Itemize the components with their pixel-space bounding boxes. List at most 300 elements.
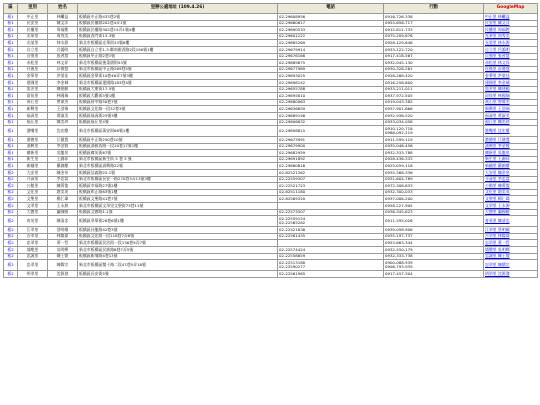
address-cell: 板橋區自立里1-3 鄰南雅西路2段190號1樓 [78, 46, 278, 53]
table-row [4, 112, 538, 119]
header-name: 姓名 [48, 4, 78, 14]
phone-cell: 02-22561965 [278, 271, 384, 278]
phone-cell: 02-22559154 02-22565282 [278, 216, 384, 227]
googlemap-link[interactable]: 赤松里 林文祥 [484, 60, 538, 67]
googlemap-link[interactable]: 福壽里 黃淑美 [484, 112, 538, 119]
phone-cell: 02-82511180 [278, 189, 384, 196]
table-row [4, 86, 538, 93]
table-row [4, 40, 538, 47]
address-cell: 新北市板橋區長安一路270巷3弄13號3樓 [78, 176, 278, 183]
district-cell[interactable]: 板1 [4, 73, 18, 80]
phone-cell: 02-29695810 [278, 93, 384, 100]
mobile-cell: 0916-258-600 [384, 79, 484, 86]
googlemap-link[interactable]: 文化里 趙美英 [484, 189, 538, 196]
village-cell: 忠翠里 [18, 260, 48, 271]
address-cell: 板橋區金華街10巷46弄7號3樓 [78, 73, 278, 80]
address-cell: 板橋區福丘里4號 [78, 119, 278, 126]
village-cell: 自強里 [18, 53, 48, 60]
phone-cell: 02-29655788 [278, 86, 384, 93]
mobile-cell: 0931-604-789 [384, 176, 484, 183]
district-cell[interactable]: 板1 [4, 137, 18, 144]
district-cell[interactable]: 板1 [4, 14, 18, 21]
village-cell: 新興里 [18, 106, 48, 113]
googlemap-link[interactable]: 新翻里 羅錦慶 [484, 163, 538, 170]
table-body [4, 14, 538, 278]
mobile-cell: 0939-058-906 [384, 227, 484, 234]
village-cell: 留侯里 [18, 93, 48, 100]
address-cell: 板橋區大觀街5號1樓 [78, 93, 278, 100]
googlemap-link[interactable]: 留侯里 林國瑞 [484, 93, 538, 100]
table-row [4, 176, 538, 183]
address-cell: 板橋區民權路302巷15弄1號4樓 [78, 27, 278, 34]
district-cell[interactable]: 板2 [4, 240, 18, 247]
mobile-cell: 0919-043-385 [384, 99, 484, 106]
mobile-cell: 0925-059-118 [384, 163, 484, 170]
googlemap-link[interactable]: 文翠里 王永源 [484, 203, 538, 210]
village-cell: 大安里 [18, 170, 48, 177]
phone-cell: 02-22573307 [278, 209, 384, 216]
mobile-cell: 0932-045-130 [384, 60, 484, 67]
chief-name-cell: 莊譽慧 [48, 66, 78, 73]
table-row [4, 143, 538, 150]
mobile-cell: 0953-663-344 [384, 240, 484, 247]
googlemap-link[interactable]: 福丘里 陳美珍 [484, 119, 538, 126]
chief-name-cell: 沈源發 [48, 271, 78, 278]
district-cell[interactable]: 板1 [4, 156, 18, 163]
address-cell: 板橋區湳雅西路一段10巷17號1樓 [78, 143, 278, 150]
phone-cell: 02-29608956 [278, 14, 384, 21]
header-mobile: 行動 [384, 4, 484, 14]
village-cell: 新生里 [18, 156, 48, 163]
mobile-cell: 0928-288-420 [384, 73, 484, 80]
table-row [4, 233, 538, 240]
googlemap-link[interactable]: 民權里 周福鏗 [484, 27, 538, 34]
village-cell: 民權里 [18, 27, 48, 34]
address-cell: 新北市板橋區新生街 5 巷 3 號 [78, 156, 278, 163]
table-row [4, 20, 538, 27]
googlemap-link[interactable]: 黃石里 曾偉杰 [484, 99, 538, 106]
address-cell: 新北市板橋區民族路6巷7弄5號 [78, 247, 278, 254]
address-cell: 新北市板橋區民治街一段136巷9弄7號 [78, 240, 278, 247]
mobile-cell: 0972-308-833 [384, 183, 484, 190]
chief-name-cell: 蔡明耀 [48, 227, 78, 234]
address-cell: 板橋區幸福路27號2樓 [78, 183, 278, 190]
chief-name-cell: 周秀美 [48, 33, 78, 40]
phone-cell [278, 240, 384, 247]
village-cell: 文翠里 [18, 203, 48, 210]
district-cell[interactable]: 板1 [4, 143, 18, 150]
village-cell: 文化里 [18, 189, 48, 196]
district-cell[interactable]: 板1 [4, 163, 18, 170]
address-cell: 板橋區福壽街25號3樓 [78, 112, 278, 119]
village-cell: 明翠里 [18, 271, 48, 278]
table-row [4, 99, 538, 106]
chief-name-cell: 楊仁瑋 [48, 196, 78, 203]
table-row [4, 106, 538, 113]
address-cell: 新北市板橋區湳興路22號 [78, 163, 278, 170]
chief-name-cell: 陳文洋 [48, 20, 78, 27]
googlemap-link[interactable]: 社後里 莊譽慧 [484, 66, 538, 73]
village-cell: 江翠里 [18, 227, 48, 234]
chief-name-cell: 洪榮佳 [48, 73, 78, 80]
village-chief-table [3, 3, 538, 278]
table-row [4, 119, 538, 126]
address-cell: 板橋區中正路2巷1號 [78, 53, 278, 60]
village-cell: 廣新里 [18, 150, 48, 157]
district-cell[interactable]: 板1 [4, 99, 18, 106]
phone-cell: 02-29680816 [278, 163, 384, 170]
phone-cell: 02-82569320 [278, 196, 384, 203]
village-cell: 福丘里 [18, 119, 48, 126]
header-district: 區 [4, 4, 18, 14]
district-cell[interactable]: 板1 [4, 86, 18, 93]
chief-name-cell: 陳黃俊 [48, 183, 78, 190]
chief-name-cell: 陳金泉 [48, 170, 78, 177]
village-cell: 忠翠里 [18, 240, 48, 247]
mobile-cell: 0935-046-456 [384, 143, 484, 150]
googlemap-link[interactable]: 港德里 江健寬 [484, 137, 538, 144]
district-cell[interactable]: 板2 [4, 183, 18, 190]
table-row [4, 183, 538, 190]
chief-name-cell: 陳儒宗 [48, 260, 78, 271]
district-cell[interactable]: 板2 [4, 253, 18, 260]
chief-name-cell: 林水源 [48, 40, 78, 47]
address-cell: 板橋區文德路1-1號 [78, 209, 278, 216]
phone-cell: 02-29689146 [278, 112, 384, 119]
phone-cell: 02-82521362 [278, 170, 384, 177]
googlemap-link[interactable]: 忠誠里 陳王豐 [484, 253, 538, 260]
mobile-cell: 0933-122-720 [384, 46, 484, 53]
district-cell[interactable]: 板1 [4, 79, 18, 86]
village-cell: 港德里 [18, 137, 48, 144]
table-row [4, 156, 538, 163]
village-cell: 福壽里 [18, 112, 48, 119]
googlemap-link[interactable]: 埔墘里 吳明輝 [484, 247, 538, 254]
district-cell[interactable]: 板2 [4, 271, 18, 278]
chief-name-cell: 趙美英 [48, 189, 78, 196]
phone-cell: 02-29636659 [278, 106, 384, 113]
table-row [4, 66, 538, 73]
mobile-cell: 0937-901-666 [384, 106, 484, 113]
phone-cell: 02-22521723 [278, 183, 384, 190]
chief-name-cell: 吳明輝 [48, 247, 78, 254]
mobile-cell: 0928-436-333 [384, 156, 484, 163]
village-cell: 社後里 [18, 66, 48, 73]
district-cell[interactable]: 板2 [4, 203, 18, 210]
address-cell: 新北市板橋區中正路269巷5號 [78, 66, 278, 73]
address-cell: 板橋區中正路250巷10號 [78, 137, 278, 144]
phone-cell: 02-22513188 02-22590277 [278, 260, 384, 271]
village-cell: 埔墘里 [18, 247, 48, 254]
village-cell: 港嘴里 [18, 126, 48, 137]
phone-cell: 02-29691892 [278, 156, 384, 163]
chief-name-cell: 陳建勳 [48, 86, 78, 93]
header-phone: 電話 [278, 4, 384, 14]
googlemap-link[interactable]: 中正里 林繼益 [484, 14, 538, 21]
mobile-cell: 0928-129-648 [384, 40, 484, 47]
chief-name-cell: 曾偉杰 [48, 99, 78, 106]
mobile-cell: 0932-300-033 [384, 189, 484, 196]
chief-name-cell: 王永源 [48, 203, 78, 210]
table-row [4, 46, 538, 53]
mobile-cell: 0933-034-058 [384, 119, 484, 126]
village-cell: 光榮里 [18, 40, 48, 47]
village-cell: 金華里 [18, 73, 48, 80]
mobile-cell: 0917-418-567 [384, 53, 484, 60]
table-row [4, 253, 538, 260]
district-cell[interactable]: 板2 [4, 260, 18, 271]
googlemap-link[interactable]: 流芳里 陳建勳 [484, 86, 538, 93]
chief-name-cell: 李金賢 [48, 143, 78, 150]
chief-name-cell: 張習慧 [48, 53, 78, 60]
chief-name-cell: 林繼益 [48, 14, 78, 21]
header-village: 里別 [18, 4, 48, 14]
table-row [4, 271, 538, 278]
mobile-cell: 0932-333-788 [384, 150, 484, 157]
mobile-cell: 0932-333-738 [384, 253, 484, 260]
mobile-cell: 0932-550-179 [384, 247, 484, 254]
chief-name-cell: 黃淑美 [48, 112, 78, 119]
googlemap-link[interactable]: 公館里 陳黃俊 [484, 183, 538, 190]
address-cell: 板橋區信義路25-1號 [78, 170, 278, 177]
chief-name-cell: 沈宏慶 [48, 126, 78, 137]
mobile-cell: 0975-209-876 [384, 33, 484, 40]
address-cell: 板橋區文化路一段32巷3號 [78, 106, 278, 113]
address-cell: 板橋區長安街5號 [78, 271, 278, 278]
chief-name-cell: 羅錦慶 [48, 163, 78, 170]
address-cell: 板橋區民權路202巷4弄1號 [78, 20, 278, 27]
mobile-cell: 0932-936-520 [384, 112, 484, 119]
table-row [4, 60, 538, 67]
table-row [4, 93, 538, 100]
mobile-cell: 0937-972-505 [384, 93, 484, 100]
table-row [4, 137, 538, 144]
table-row [4, 150, 538, 157]
table-row [4, 260, 538, 271]
table-row [4, 240, 538, 247]
googlemap-link[interactable]: 自立里 呂鴻明 [484, 46, 538, 53]
mobile-cell: 0911-595-028 [384, 216, 484, 227]
phone-cell: 02-29673991 [278, 137, 384, 144]
district-cell[interactable]: 板2 [4, 247, 18, 254]
address-cell: 板橋區文化路一段118巷7弄8號 [78, 233, 278, 240]
address-cell: 板橋區中正路433巷2號 [78, 14, 278, 21]
phone-cell: 02-22521836 [278, 227, 384, 234]
district-cell[interactable]: 板1 [4, 66, 18, 73]
googlemap-link[interactable]: 文聖里 楊仁瑋 [484, 196, 538, 203]
mobile-cell: 0916-726-338 [384, 14, 484, 21]
phone-cell: 02-29679914 [278, 46, 384, 53]
district-cell[interactable]: 板1 [4, 112, 18, 119]
village-cell: 湳興里 [18, 143, 48, 150]
googlemap-link[interactable]: 育英里 陳清忠 [484, 216, 538, 227]
address-cell: 板橋區和正路83號1樓 [78, 189, 278, 196]
village-cell: 育英里 [18, 216, 48, 227]
table-row [4, 27, 538, 34]
table-row [4, 126, 538, 137]
district-cell[interactable]: 板1 [4, 106, 18, 113]
village-cell: 光華里 [18, 33, 48, 40]
phone-cell [278, 203, 384, 210]
googlemap-link[interactable]: 建國里 李金城 [484, 79, 538, 86]
address-cell: 板橋區新埔路4巷13號 [78, 253, 278, 260]
district-cell[interactable]: 板1 [4, 20, 18, 27]
chief-name-cell: 李金城 [48, 79, 78, 86]
chief-name-cell: 林燦偉 [48, 233, 78, 240]
address-cell: 新北市板橋區文翠里文聖街73巷11號 [78, 203, 278, 210]
chief-name-cell: 蘭國勝 [48, 209, 78, 216]
googlemap-link[interactable]: 金華里 洪榮佳 [484, 73, 538, 80]
district-cell[interactable]: 板1 [4, 40, 18, 47]
village-cell: 建國里 [18, 79, 48, 86]
table-row [4, 163, 538, 170]
googlemap-link[interactable]: 廣新里 吳龍泉 [484, 150, 538, 157]
address-cell: 新北市板橋區萬安街68號1樓 [78, 126, 278, 137]
chief-name-cell: 陳美珍 [48, 119, 78, 126]
chief-name-cell: 陳王豐 [48, 253, 78, 260]
address-cell: 新北市板橋區雙十路二段47巷5弄18號 [78, 260, 278, 271]
village-cell: 赤松里 [18, 60, 48, 67]
googlemap-link[interactable]: 吉翠里 林燦偉 [484, 233, 538, 240]
district-cell[interactable]: 板2 [4, 196, 18, 203]
phone-cell: 02-29682959 [278, 150, 384, 157]
mobile-cell: 0930-328-261 [384, 66, 484, 73]
chief-name-cell: 黃一哲 [48, 240, 78, 247]
mobile-cell: 0958-227-905 [384, 203, 484, 210]
district-cell[interactable]: 板1 [4, 126, 18, 137]
district-cell[interactable]: 板2 [4, 189, 18, 196]
phone-cell: 02-29676168 [278, 53, 384, 60]
mobile-cell: 0910-120-718 0988-092-219 [384, 126, 484, 137]
village-cell: 介壽里 [18, 176, 48, 183]
district-cell[interactable]: 板1 [4, 53, 18, 60]
district-cell[interactable]: 板1 [4, 46, 18, 53]
phone-cell: 02-29680063 [278, 99, 384, 106]
address-cell: 板橋區廣英街67號 [78, 150, 278, 157]
address-cell: 板橋區翠華街28巷6號1樓 [78, 216, 278, 227]
table-row [4, 189, 538, 196]
table-row [4, 216, 538, 227]
village-cell: 自立里 [18, 46, 48, 53]
phone-cell: 02-29606832 [278, 119, 384, 126]
address-cell: 板橋區大東街17-5號 [78, 86, 278, 93]
phone-cell: 02-29698815 [278, 126, 384, 137]
chief-name-cell: 林文祥 [48, 60, 78, 67]
table-row [4, 227, 538, 234]
googlemap-link[interactable]: 明翠里 沈源發 [484, 271, 538, 278]
table-header-row [4, 4, 538, 14]
phone-cell: 02-22574424 [278, 247, 384, 254]
table-row [4, 33, 538, 40]
village-cell: 新翻里 [18, 163, 48, 170]
chief-name-cell: 王劭瑞 [48, 106, 78, 113]
table-row [4, 196, 538, 203]
googlemap-link[interactable]: 忠翠里 陳儒宗 [484, 260, 538, 271]
chief-name-cell: 吳龍泉 [48, 150, 78, 157]
phone-cell: 02-22559307 [278, 176, 384, 183]
mobile-cell: 0935-197-737 [384, 233, 484, 240]
phone-cell: 02-29685269 [278, 40, 384, 47]
district-cell[interactable]: 板2 [4, 233, 18, 240]
googlemap-link[interactable]: 新興里 王劭瑞 [484, 106, 538, 113]
mobile-cell: 0912-811-733 [384, 27, 484, 34]
district-cell[interactable]: 板2 [4, 209, 18, 216]
village-cell: 公館里 [18, 183, 48, 190]
googlemap-link[interactable]: 江翠里 蔡明耀 [484, 227, 538, 234]
village-cell: 文聖里 [18, 196, 48, 203]
district-cell[interactable]: 板1 [4, 33, 18, 40]
district-cell[interactable]: 板2 [4, 227, 18, 234]
village-cell: 忠誠里 [18, 253, 48, 260]
district-cell[interactable]: 板1 [4, 119, 18, 126]
mobile-cell: 0955-656-717 [384, 20, 484, 27]
phone-cell: 02-29679900 [278, 143, 384, 150]
district-cell[interactable]: 板2 [4, 216, 18, 227]
mobile-cell: 0933-211-011 [384, 86, 484, 93]
phone-cell: 02-29689875 [278, 60, 384, 67]
header-googlemap: GoogleMap [484, 4, 538, 14]
googlemap-link[interactable]: 新生里 王錦祥 [484, 156, 538, 163]
googlemap-link[interactable]: 忠翠里 黃一哲 [484, 240, 538, 247]
googlemap-link[interactable]: 介壽里 李忠富 [484, 176, 538, 183]
mobile-cell: 0917-457-304 [384, 271, 484, 278]
address-cell: 板橋區西門街13-3號 [78, 33, 278, 40]
mobile-cell: 0935-568-336 [384, 170, 484, 177]
phone-cell: 02-29693025 [278, 73, 384, 80]
district-cell[interactable]: 板1 [4, 60, 18, 67]
header-address: 里辦公處地址 (109.4.26) [78, 4, 278, 14]
phone-cell: 02-22561435 [278, 233, 384, 240]
googlemap-link[interactable]: 光華里 周秀美 [484, 33, 538, 40]
googlemap-link[interactable]: 大德里 蘭國勝 [484, 209, 538, 216]
district-cell[interactable]: 板1 [4, 93, 18, 100]
district-cell[interactable]: 板2 [4, 176, 18, 183]
chief-name-cell: 林國瑞 [48, 93, 78, 100]
address-cell: 板橋區長龍路42巷3號 [78, 227, 278, 234]
table-row [4, 170, 538, 177]
googlemap-link[interactable]: 民安里 陳文洋 [484, 20, 538, 27]
address-cell: 新北市板橋區後菜園街53號 [78, 60, 278, 67]
district-cell[interactable]: 板1 [4, 27, 18, 34]
village-cell: 流芳里 [18, 86, 48, 93]
district-cell[interactable]: 板2 [4, 170, 18, 177]
district-cell[interactable]: 板1 [4, 150, 18, 157]
phone-cell: 02-29660617 [278, 20, 384, 27]
table-row [4, 79, 538, 86]
phone-cell: 02-29677989 [278, 66, 384, 73]
googlemap-link[interactable]: 自強里 張習慧 [484, 53, 538, 60]
address-cell: 板橋區文聖路41巷7號 [78, 196, 278, 203]
address-cell: 新北市板橋區光華街33號6樓 [78, 40, 278, 47]
table-row [4, 209, 538, 216]
chief-name-cell: 江健寬 [48, 137, 78, 144]
googlemap-link[interactable]: 大安里 陳金泉 [484, 170, 538, 177]
table-row [4, 73, 538, 80]
phone-cell: 02-29690533 [278, 27, 384, 34]
address-cell: 新北市板橋區建國路183巷4號 [78, 79, 278, 86]
mobile-cell: 0911-599-119 [384, 137, 484, 144]
googlemap-link[interactable]: 港嘴里 沈宏慶 [484, 126, 538, 137]
mobile-cell: 0937-006-200 [384, 196, 484, 203]
table-row [4, 247, 538, 254]
chief-name-cell: 王錦祥 [48, 156, 78, 163]
village-cell: 中正里 [18, 14, 48, 21]
mobile-cell: 0900-088-939 0906-793-939 [384, 260, 484, 271]
googlemap-link[interactable]: 湳興里 李金賢 [484, 143, 538, 150]
googlemap-link[interactable]: 光榮里 林水源 [484, 40, 538, 47]
table-row [4, 203, 538, 210]
chief-name-cell: 周福鏗 [48, 27, 78, 34]
